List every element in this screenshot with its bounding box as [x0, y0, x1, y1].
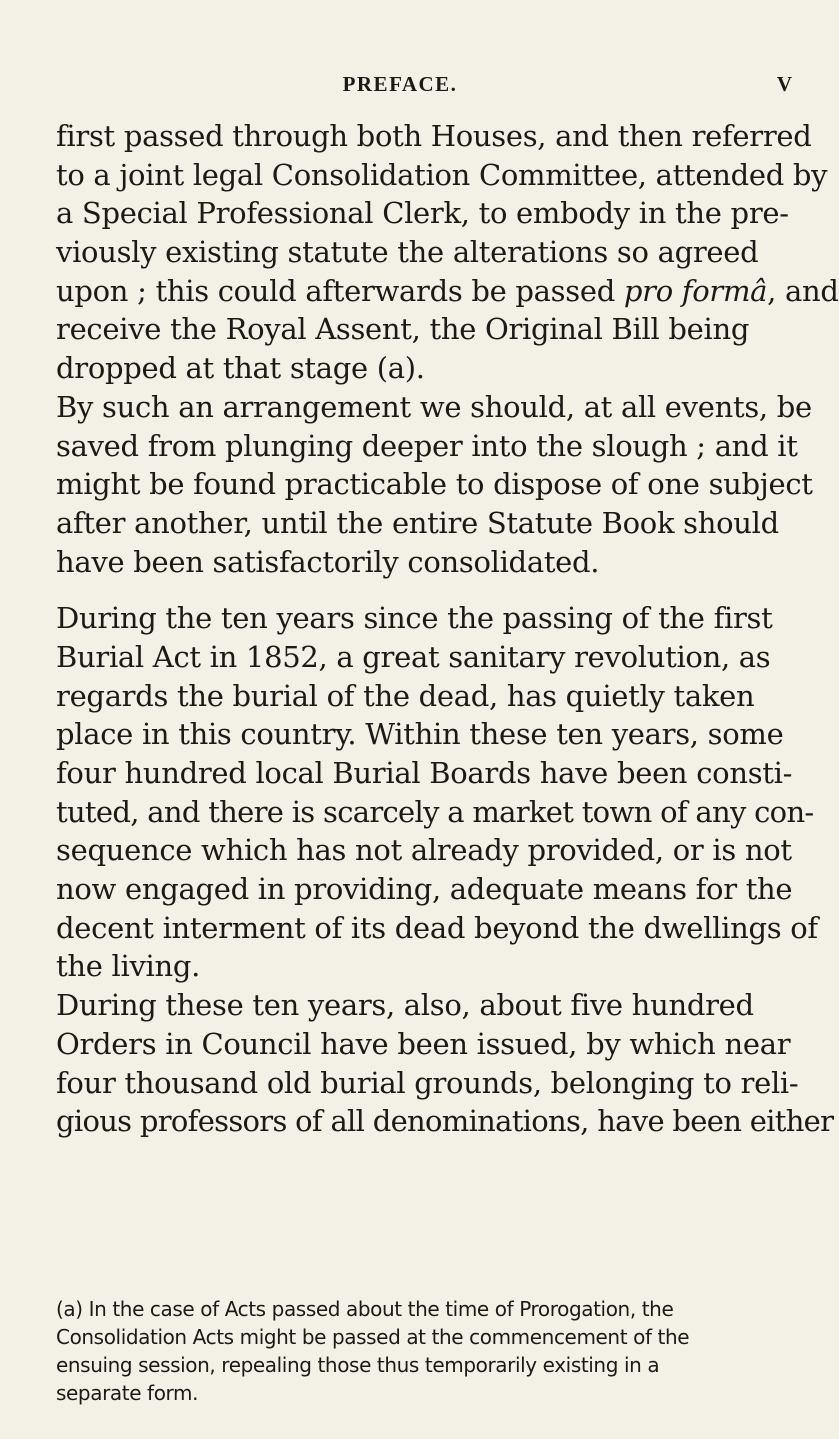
running-head — [40, 72, 800, 102]
text-line: to a joint legal Consolidation Committee, attended by — [56, 157, 828, 192]
footnote-line: (a) In the case of Acts passed about the time of Prorogation, the — [56, 1297, 674, 1321]
footnote — [56, 1295, 800, 1407]
text-line: now engaged in providing, adequate means for the — [56, 872, 793, 907]
text-line: receive the Royal Assent, the Original Bill being — [56, 312, 750, 347]
text-line: Orders in Council have been issued, by which near — [56, 1026, 791, 1061]
body-text — [56, 117, 839, 1141]
text-line: By such an arrangement we should, at all events, be — [56, 389, 812, 424]
text-line: regards the burial of the dead, has quietly taken — [56, 678, 755, 713]
text-line: four hundred local Burial Boards have been consti- — [56, 756, 793, 790]
text-line: saved from plunging deeper into the slough ; and it — [56, 428, 798, 463]
text-line: might be found practicable to dispose of one subject — [56, 467, 813, 502]
running-title: PREFACE. — [342, 72, 458, 96]
text-line: a Special Professional Clerk, to embody in the pre- — [56, 196, 789, 231]
text-line: During the ten years since the passing of the first — [56, 601, 773, 636]
text-line: first passed through both Houses, and then referred — [56, 119, 812, 153]
footnote-line: Consolidation Acts might be passed at the commencement of the — [56, 1325, 690, 1349]
italic-phrase: pro formâ — [623, 273, 768, 308]
text-line: after another, until the entire Statute Book should — [56, 505, 779, 540]
text-line: sequence which has not already provided, or is not — [56, 833, 792, 868]
text-line: dropped at that stage (a). — [56, 351, 425, 386]
footnote-line: ensuing session, repealing those thus temporarily existing in a — [56, 1353, 660, 1377]
text-line: upon ; this could afterwards be passed pro formâ, and — [56, 273, 839, 308]
text-line: During these ten years, also, about five hundred — [56, 988, 754, 1023]
text-line: have been satisfactorily consolidated. — [56, 544, 600, 579]
text-line: tuted, and there is scarcely a market town of any con- — [56, 794, 814, 829]
paragraph-gap — [56, 581, 800, 599]
text-line: four thousand old burial grounds, belonging to reli- — [56, 1065, 799, 1100]
text-line: decent interment of its dead beyond the dwellings of — [56, 910, 818, 945]
footnote-line: separate form. — [56, 1381, 199, 1405]
text-line: place in this country. Within these ten years, some — [56, 717, 784, 752]
text-line: Burial Act in 1852, a great sanitary revolution, as — [56, 639, 771, 674]
text-line: gious professors of all denominations, have been either — [56, 1104, 834, 1139]
page-number: V — [776, 72, 792, 96]
text-line: viously existing statute the alterations so agreed — [56, 235, 759, 270]
text-line: the living. — [56, 949, 201, 984]
